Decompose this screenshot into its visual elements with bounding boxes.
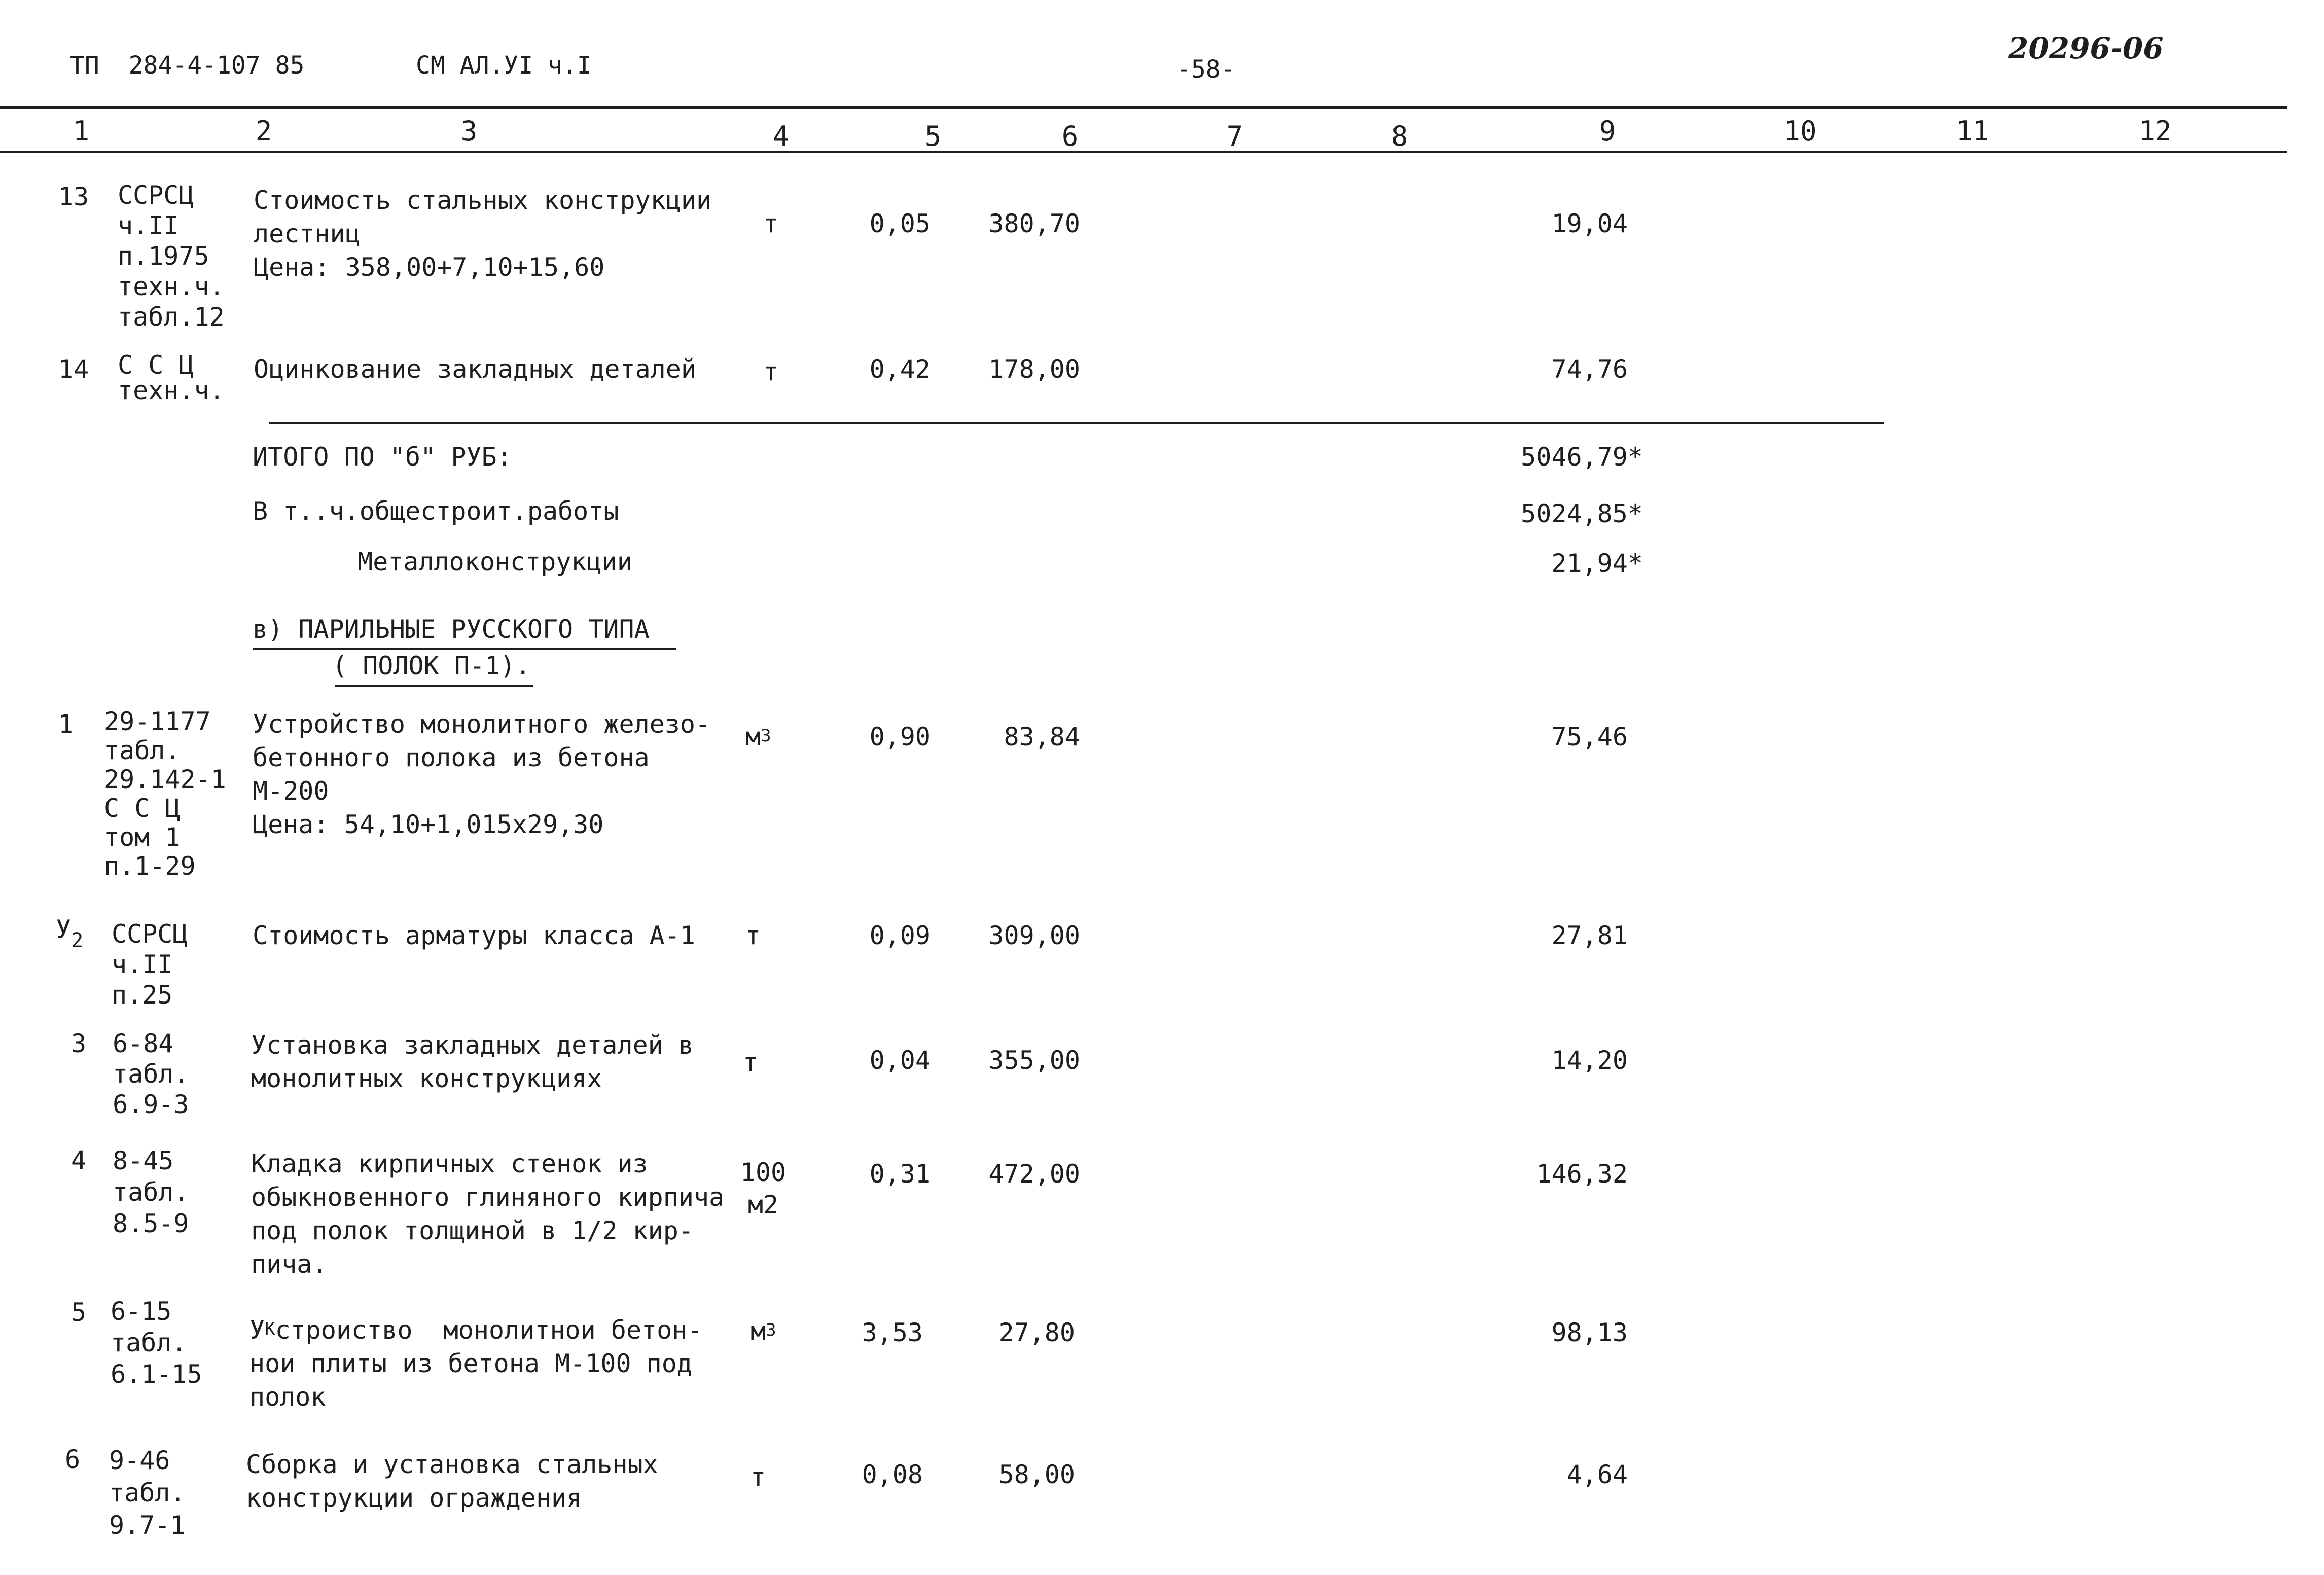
row-unit-price: 58,00 bbox=[998, 1460, 1075, 1489]
doc-code: ТП 284-4-107 85 bbox=[70, 51, 305, 80]
row-quantity: 0,42 bbox=[869, 354, 931, 384]
col-header-10: 10 bbox=[1783, 115, 1817, 147]
section-title: в) ПАРИЛЬНЫЕ РУССКОГО ТИПА bbox=[253, 615, 650, 644]
row-unit-price: 380,70 bbox=[988, 209, 1080, 238]
row-total: 75,46 bbox=[1551, 722, 1628, 751]
metal-value: 21,94* bbox=[1551, 549, 1643, 578]
row-unit-price: 178,00 bbox=[988, 354, 1080, 384]
col-header-12: 12 bbox=[2138, 115, 2172, 147]
row-code: ССРСЦ ч.II п.25 bbox=[112, 919, 188, 1010]
row-total: 146,32 bbox=[1536, 1159, 1628, 1189]
row-number bbox=[56, 913, 84, 952]
row-number: 4 bbox=[71, 1146, 87, 1175]
row-total: 4,64 bbox=[1566, 1460, 1628, 1489]
row-unit: т bbox=[745, 921, 761, 950]
album-code: СМ АЛ.УI ч.I bbox=[416, 51, 592, 80]
page-number: -58- bbox=[1176, 55, 1235, 84]
row-quantity: 0,08 bbox=[862, 1460, 923, 1489]
row-number-main: У bbox=[56, 915, 71, 944]
row-description: Стоимость арматуры класса А-1 bbox=[253, 921, 695, 950]
section-subtitle-underline bbox=[335, 685, 533, 687]
row-code: 9-46 табл. 9.7-1 bbox=[109, 1446, 186, 1540]
row-number: 14 bbox=[58, 354, 89, 384]
row-number: 5 bbox=[71, 1298, 87, 1327]
row-total: 14,20 bbox=[1551, 1046, 1628, 1075]
row-code: 6-84 табл. 6.9-3 bbox=[113, 1029, 189, 1119]
row-description: Оцинкование закладных деталей bbox=[254, 354, 696, 384]
row-unit-price: 309,00 bbox=[988, 921, 1080, 950]
desc-first-pre: У bbox=[249, 1315, 265, 1345]
col-header-8: 8 bbox=[1391, 120, 1408, 152]
row-number: 3 bbox=[71, 1029, 87, 1058]
itogo-label: ИТОГО ПО "б" РУБ: bbox=[253, 442, 512, 472]
desc-rest: нои плиты из бетона М-100 под полок bbox=[249, 1349, 692, 1412]
row-code: 29-1177 табл. 29.142-1 С С Ц том 1 п.1-29 bbox=[104, 707, 226, 881]
col-header-1: 1 bbox=[73, 115, 90, 147]
desc-first-rest: строиство монолитнои бетон- bbox=[275, 1315, 703, 1345]
row-number: 6 bbox=[65, 1445, 81, 1474]
desc-first-sup: К bbox=[265, 1319, 275, 1339]
unit-superscript: 3 bbox=[766, 1320, 776, 1340]
row-quantity: 0,90 bbox=[869, 722, 931, 751]
row-unit-price: 83,84 bbox=[1004, 722, 1080, 751]
row-unit: т bbox=[763, 357, 779, 386]
col-header-5: 5 bbox=[924, 120, 942, 152]
row-unit-price: 355,00 bbox=[988, 1046, 1080, 1075]
row-code: 8-45 табл. 8.5-9 bbox=[113, 1146, 189, 1238]
row-total: 19,04 bbox=[1551, 209, 1628, 238]
row-description: Кладка кирпичных стенок из обыкновенного глиняного кирпича под полок толщиной в 1/2 кир- пича. bbox=[251, 1149, 725, 1279]
row-description: Сборка и установка стальных конструкции ограждения bbox=[246, 1450, 658, 1513]
row-total: 27,81 bbox=[1551, 921, 1628, 950]
col-header-3: 3 bbox=[460, 115, 478, 147]
col-header-9: 9 bbox=[1599, 115, 1616, 147]
row-total: 98,13 bbox=[1551, 1318, 1628, 1347]
unit-superscript: 3 bbox=[761, 726, 771, 746]
row-code: С С Ц техн.ч. bbox=[118, 350, 225, 405]
row-unit bbox=[745, 720, 771, 754]
row-description: Стоимость стальных конструкции лестниц Цена: 358,00+7,10+15,60 bbox=[254, 186, 712, 282]
col-header-11: 11 bbox=[1956, 115, 1989, 147]
row-total: 74,76 bbox=[1551, 354, 1628, 384]
row-description: Устройство монолитного железо- бетонного полока из бетона М-200 Цена: 54,10+1,015х29,30 bbox=[253, 709, 711, 839]
row-quantity: 0,05 bbox=[869, 209, 931, 238]
col-header-6: 6 bbox=[1061, 120, 1079, 152]
section-subtitle: ( ПОЛОК П-1). bbox=[332, 651, 531, 681]
row-quantity: 0,04 bbox=[869, 1046, 931, 1075]
row-description: Установка закладных деталей в монолитных конструкциях bbox=[251, 1030, 694, 1093]
row-unit: т bbox=[763, 209, 779, 238]
col-header-7: 7 bbox=[1226, 120, 1243, 152]
row-quantity: 0,31 bbox=[869, 1159, 931, 1189]
col-header-2: 2 bbox=[255, 115, 272, 147]
row-number-sub: 2 bbox=[71, 929, 84, 952]
row-quantity: 3,53 bbox=[862, 1318, 923, 1347]
top-rule bbox=[0, 106, 2287, 109]
column-header-rule bbox=[0, 151, 2287, 153]
row-unit: т bbox=[750, 1462, 766, 1492]
vtch-label: В т..ч.общестроит.работы bbox=[253, 496, 619, 526]
row-quantity: 0,09 bbox=[869, 921, 931, 950]
row-unit bbox=[750, 1314, 776, 1348]
row-code: ССРСЦ ч.II п.1975 техн.ч. табл.12 bbox=[118, 181, 225, 332]
stamp-number: 20296-06 bbox=[2008, 31, 2164, 65]
col-header-4: 4 bbox=[772, 120, 790, 152]
row-unit-price: 472,00 bbox=[988, 1159, 1080, 1189]
row-number: 13 bbox=[58, 182, 89, 211]
unit-base: м bbox=[745, 722, 761, 751]
vtch-value: 5024,85* bbox=[1521, 499, 1643, 528]
row-number: 1 bbox=[58, 709, 74, 739]
metal-label: Металлоконструкции bbox=[357, 547, 632, 577]
row-unit: т bbox=[743, 1048, 759, 1077]
row-unit: 100 м2 bbox=[740, 1158, 786, 1220]
subtotal-rule bbox=[269, 422, 1884, 424]
row-unit-price: 27,80 bbox=[998, 1318, 1075, 1347]
row-code: 6-15 табл. 6.1-15 bbox=[111, 1297, 202, 1389]
unit-base: м bbox=[750, 1316, 766, 1346]
row-description bbox=[249, 1313, 702, 1414]
itogo-value: 5046,79* bbox=[1521, 442, 1643, 472]
